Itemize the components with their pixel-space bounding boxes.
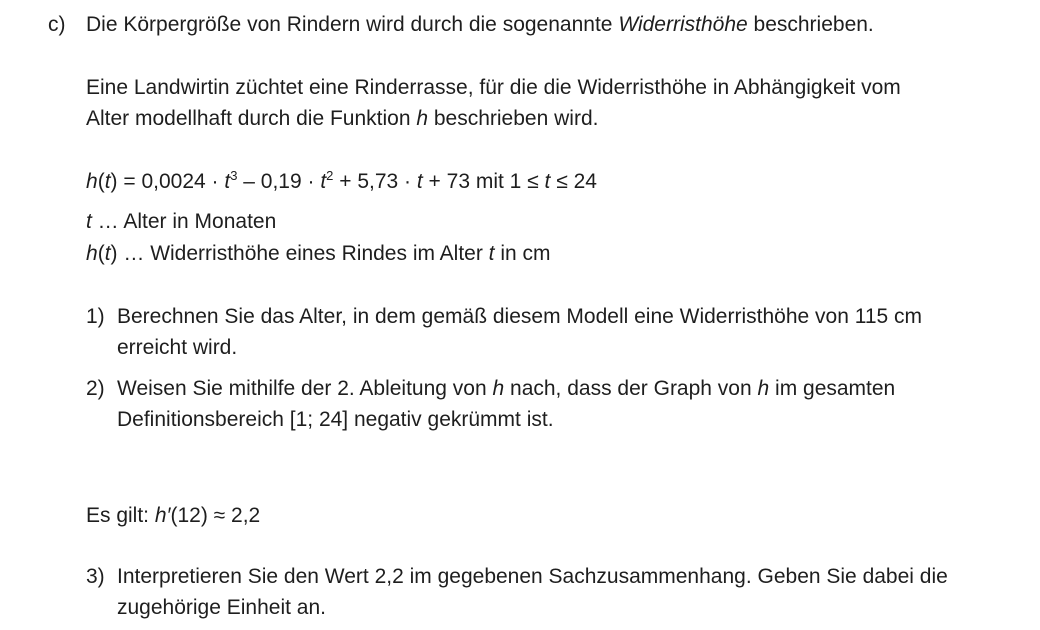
formula-p6: ≤ 24 xyxy=(550,170,597,193)
formula-t2: t xyxy=(224,170,231,193)
formula-t1: t xyxy=(104,170,111,193)
formula-t3: t xyxy=(320,170,327,193)
var-h-mid: ) … Widerristhöhe eines Rindes im Alter xyxy=(110,242,489,265)
formula-t5: t xyxy=(544,170,551,193)
task-2-number: 2) xyxy=(86,377,105,400)
desc-fn: h xyxy=(416,107,429,130)
given-after: (12) ≈ 2,2 xyxy=(170,504,261,527)
formula-t4: t xyxy=(416,170,423,193)
var-h-t: t xyxy=(104,242,111,265)
intro-after: beschrieben. xyxy=(747,13,874,36)
desc-line-1: Eine Landwirtin züchtet eine Rinderrasse, für die die Widerristhöhe in Abhängigkeit vom xyxy=(86,76,901,99)
var-t-desc: … Alter in Monaten xyxy=(91,210,277,233)
given-before: Es gilt: xyxy=(86,504,155,527)
intro-term: Widerristhöhe xyxy=(618,13,748,36)
task-2-c: im gesamten Definitionsbereich [1; 24] negativ gekrümmt ist. xyxy=(117,377,896,431)
formula-p5: + 73 mit 1 ≤ xyxy=(422,170,545,193)
intro-before: Die Körpergröße von Rindern wird durch die sogenannte xyxy=(86,13,619,36)
given-value xyxy=(86,500,260,531)
var-h-end: in cm xyxy=(494,242,551,265)
task-2-a: Weisen Sie mithilfe der 2. Ableitung von xyxy=(117,377,493,400)
formula-exp2: 2 xyxy=(326,168,334,183)
formula-p1: ( xyxy=(97,170,105,193)
intro-text xyxy=(86,9,874,40)
formula-h: h xyxy=(86,170,98,193)
part-label: c) xyxy=(48,13,66,36)
var-t xyxy=(86,206,276,237)
task-3-number: 3) xyxy=(86,565,105,588)
var-h-t2: t xyxy=(488,242,495,265)
task-2-h1: h xyxy=(492,377,505,400)
desc-line-2 xyxy=(86,103,598,134)
task-2-h2: h xyxy=(757,377,770,400)
desc-line2-after: beschrieben wird. xyxy=(428,107,599,130)
formula xyxy=(86,166,597,199)
task-1-number: 1) xyxy=(86,305,105,328)
task-1-text: Berechnen Sie das Alter, in dem gemäß diesem Modell eine Widerristhöhe von 115 cm erreicht wird. xyxy=(117,305,923,359)
var-h-symbol: h xyxy=(86,242,98,265)
desc-line2-before: Alter modellhaft durch die Funktion xyxy=(86,107,417,130)
formula-p3: – 0,19 · xyxy=(237,170,321,193)
task-3-text: Interpretieren Sie den Wert 2,2 im gegebenen Sachzusammenhang. Geben Sie dabei die zugehörige Einheit an. xyxy=(117,565,948,619)
given-fn: h′ xyxy=(154,504,171,527)
var-t-symbol: t xyxy=(86,210,92,233)
formula-p2: ) = 0,0024 · xyxy=(110,170,225,193)
var-h xyxy=(86,238,551,269)
formula-p4: + 5,73 · xyxy=(333,170,417,193)
formula-exp3: 3 xyxy=(230,168,238,183)
task-2-text xyxy=(117,373,947,435)
var-h-open: ( xyxy=(97,242,105,265)
task-2-b: nach, dass der Graph von xyxy=(504,377,758,400)
